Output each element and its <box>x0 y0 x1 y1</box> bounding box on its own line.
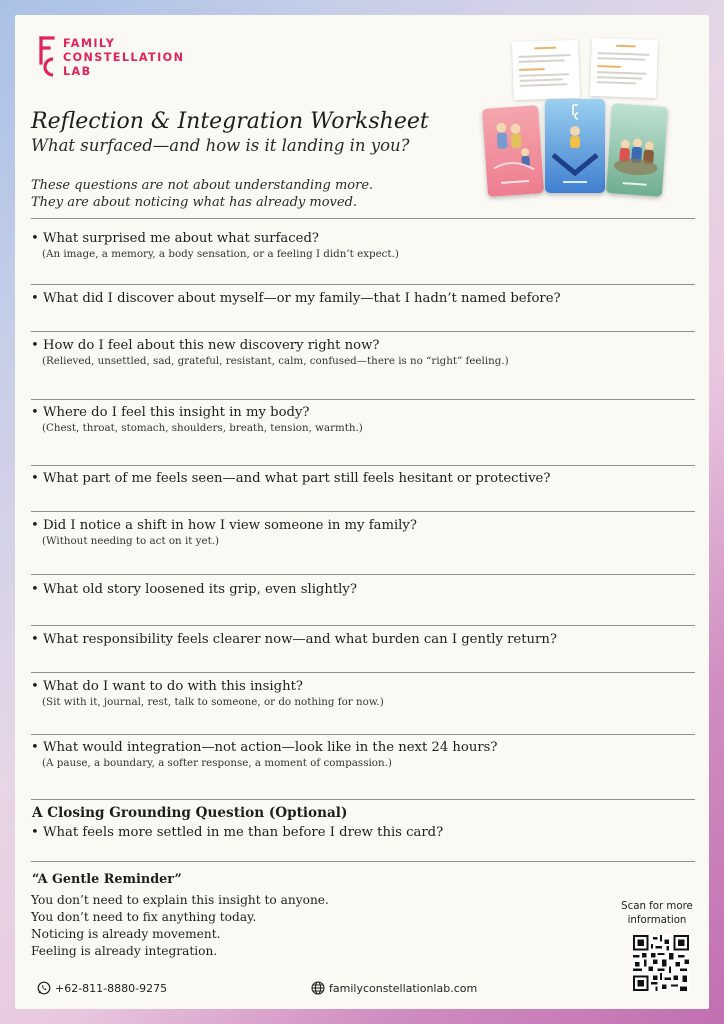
question-text: • What old story loosened its grip, even slightly? <box>31 582 357 597</box>
question-text: • What responsibility feels clearer now—and what burden can I gently return? <box>31 632 557 647</box>
closing-question <box>31 825 691 840</box>
footer-phone[interactable] <box>37 981 167 995</box>
brand-line-3: LAB <box>63 65 92 78</box>
question-text: • Did I notice a shift in how I view someone in my family? <box>31 518 417 533</box>
scan-label <box>609 900 705 928</box>
question-hint: (A pause, a boundary, a softer response, a moment of compassion.) <box>42 757 392 769</box>
question-item <box>31 518 691 547</box>
question-item <box>31 405 691 434</box>
question-item <box>31 582 691 597</box>
intro-text <box>31 177 373 211</box>
reminder-line: You don’t need to fix anything today. <box>31 910 257 924</box>
closing-title: A Closing Grounding Question (Optional) <box>32 805 348 821</box>
question-hint: (Relieved, unsettled, sad, grateful, resistant, calm, confused—there is no “right” feeling.) <box>42 355 509 367</box>
question-text: • What part of me feels seen—and what part still feels hesitant or protective? <box>31 471 551 486</box>
question-text: • Where do I feel this insight in my body? <box>31 405 310 420</box>
question-item <box>31 679 691 708</box>
question-item <box>31 338 691 367</box>
pink-card <box>482 105 544 197</box>
qr-code-icon[interactable] <box>633 935 689 991</box>
phone-number[interactable]: +62-811-8880-9275 <box>55 981 168 995</box>
divider <box>31 861 695 862</box>
divider <box>31 399 695 400</box>
divider <box>31 465 695 466</box>
question-text: • How do I feel about this new discovery right now? <box>31 338 380 353</box>
worksheet-page <box>15 15 709 1009</box>
divider <box>31 734 695 735</box>
brand-line-1: FAMILY <box>63 37 116 50</box>
reminder-line: You don’t need to explain this insight to anyone. <box>31 893 329 907</box>
divider <box>31 672 695 673</box>
scan-line-1: Scan for more <box>621 901 693 912</box>
question-hint: (Chest, throat, stomach, shoulders, breath, tension, warmth.) <box>42 422 363 434</box>
green-card <box>606 103 668 197</box>
question-text: • What did I discover about myself—or my family—that I hadn’t named before? <box>31 291 561 306</box>
question-item <box>31 471 691 486</box>
divider <box>31 331 695 332</box>
question-text: • What surprised me about what surfaced? <box>31 231 319 246</box>
divider <box>31 574 695 575</box>
footer-website[interactable] <box>311 981 477 995</box>
globe-icon <box>311 981 325 995</box>
question-hint: (Without needing to act on it yet.) <box>42 535 219 547</box>
question-text: • What would integration—not action—look like in the next 24 hours? <box>31 740 498 755</box>
question-item <box>31 740 691 769</box>
page-subtitle: What surfaced—and how is it landing in you? <box>31 136 410 155</box>
blue-card <box>545 99 605 193</box>
sample-card-back-right <box>590 38 658 98</box>
website-link[interactable]: familyconstellationlab.com <box>329 981 478 995</box>
cards-illustration <box>483 35 703 215</box>
page-title: Reflection & Integration Worksheet <box>31 109 429 134</box>
question-hint: (An image, a memory, a body sensation, or a feeling I didn’t expect.) <box>42 248 399 260</box>
reminder-line: Noticing is already movement. <box>31 927 221 941</box>
reminder-text <box>31 892 329 960</box>
question-item <box>31 231 691 260</box>
brand-logo <box>35 35 215 95</box>
question-item <box>31 291 691 306</box>
divider <box>31 511 695 512</box>
brand-line-2: CONSTELLATION <box>63 51 185 64</box>
intro-line-1: These questions are not about understanding more. <box>31 178 374 193</box>
intro-line-2: They are about noticing what has already moved. <box>31 195 358 210</box>
brand-logo-icon <box>35 35 59 79</box>
whatsapp-icon <box>37 981 51 995</box>
reminder-title: “A Gentle Reminder” <box>32 872 182 887</box>
question-text: • What feels more settled in me than before I drew this card? <box>31 825 444 840</box>
sample-card-back-left <box>512 40 580 100</box>
divider <box>31 284 695 285</box>
scan-line-2: information <box>627 915 687 926</box>
divider <box>31 799 695 800</box>
brand-name <box>63 37 184 79</box>
divider <box>31 218 695 219</box>
divider <box>31 625 695 626</box>
reminder-line: Feeling is already integration. <box>31 944 218 958</box>
question-item <box>31 632 691 647</box>
question-hint: (Sit with it, journal, rest, talk to someone, or do nothing for now.) <box>42 696 384 708</box>
question-text: • What do I want to do with this insight? <box>31 679 303 694</box>
